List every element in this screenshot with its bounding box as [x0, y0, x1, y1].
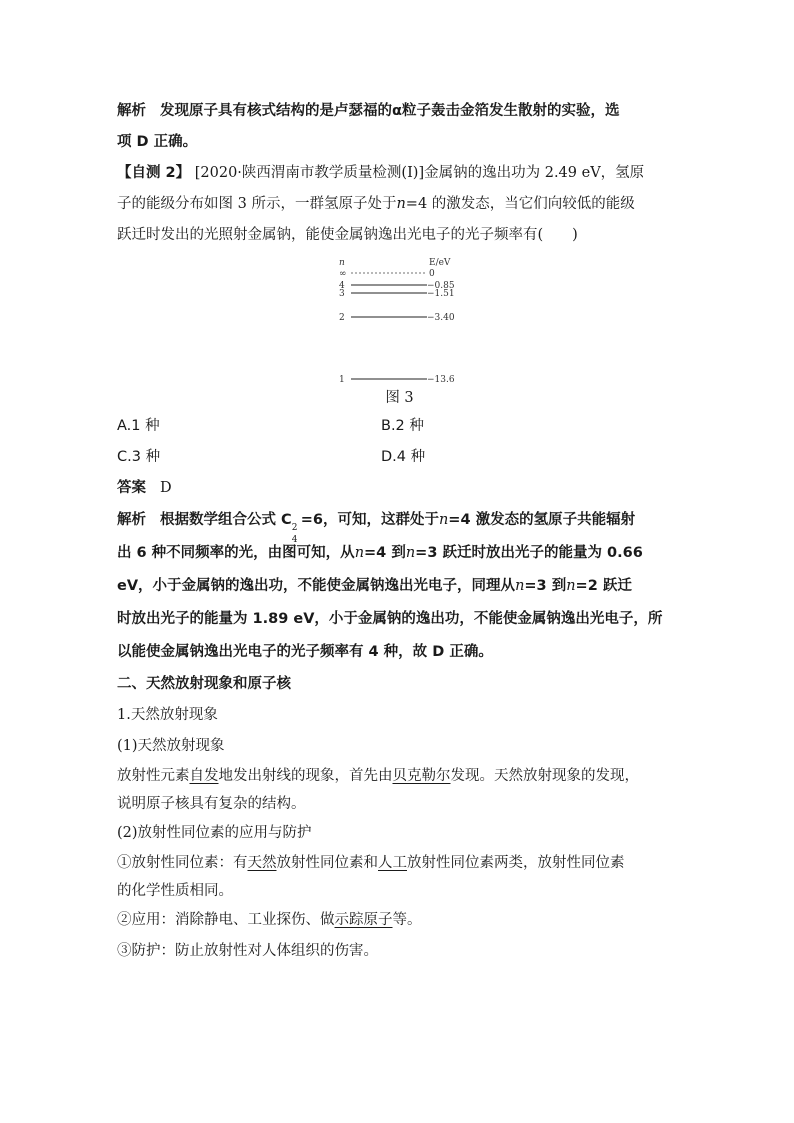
level-4-n: 4: [339, 281, 345, 291]
paragraph-1-line-2: 说明原子核具有复杂的结构。: [117, 796, 306, 812]
analysis-1-text: 发现原子具有核式结构的是卢瑟福的α粒子轰击金箔发生散射的实验，选: [160, 103, 620, 119]
figure-caption: 图 3: [385, 390, 414, 406]
analysis-2-line-2: 出 6 种不同频率的光，由图可知，从n=4 到n=3 跃迁时放出光子的能量为 0.66: [117, 545, 643, 561]
question-line-3: 跃迁时发出的光照射金属钠，能使金属钠逸出光电子的光子频率有( ): [117, 227, 578, 243]
energy-level-diagram: [117, 255, 682, 383]
option-b[interactable]: B.2 种: [381, 418, 424, 434]
paragraph-3: ②应用：消除静电、工业探伤、做示踪原子等。: [117, 912, 422, 928]
option-c[interactable]: C.3 种: [117, 449, 161, 465]
analysis-label: 解析: [117, 103, 146, 119]
document-page: [117, 96, 682, 967]
paragraph-4: ③防护：防止放射性对人体组织的伤害。: [117, 943, 378, 959]
level-inf-e: 0: [429, 269, 435, 279]
analysis-1-line-1: [117, 96, 682, 127]
option-a[interactable]: A.1 种: [117, 418, 160, 434]
subsection-1-1: (1)天然放射现象: [117, 738, 225, 754]
question-tag: 【自测 2】: [117, 165, 191, 181]
level-inf-n: ∞: [339, 269, 347, 279]
level-1-n: 1: [339, 375, 345, 383]
question-line-1: [117, 158, 682, 189]
analysis-1-line-2: 项 D 正确。: [117, 134, 198, 150]
blank-artificial: 人工: [378, 855, 407, 871]
analysis-2-line-3: eV，小于金属钠的逸出功，不能使金属钠逸出光电子，同理从n=3 到n=2 跃迁: [117, 578, 632, 594]
axis-e-label: E/eV: [429, 258, 451, 268]
level-2-n: 2: [339, 313, 345, 323]
subsection-1: 1.天然放射现象: [117, 707, 218, 723]
analysis-2-line-5: 以能使金属钠逸出光电子的光子频率有 4 种，故 D 正确。: [117, 644, 493, 660]
blank-natural: 天然: [247, 855, 277, 871]
analysis-2-line-1: 解析 根据数学组合公式 C 2 4 =6，可知，这群处于n=4 激发态的氢原子共能辐射: [117, 512, 636, 545]
level-3-n: 3: [339, 289, 345, 299]
options-grid: [117, 411, 682, 473]
level-3-e: −1.51: [427, 289, 455, 299]
answer-line: [117, 473, 682, 504]
level-1-e: −13.6: [427, 375, 455, 383]
analysis-2-label: 解析: [117, 512, 146, 528]
section-heading: 二、天然放射现象和原子核: [117, 676, 291, 692]
answer-value: D: [160, 480, 172, 496]
level-4-e: −0.85: [427, 281, 455, 291]
blank-tracer-atom: 示踪原子: [334, 912, 393, 928]
paragraph-2-line-2: 的化学性质相同。: [117, 883, 233, 899]
question-source: [2020·陕西渭南市教学质量检测(Ⅰ)]金属钠的逸出功为 2.49 eV，氢原: [194, 165, 645, 181]
energy-level-svg: [331, 255, 491, 383]
paragraph-1-line-1: 放射性元素自发地发出射线的现象，首先由贝克勒尔发现。天然放射现象的发现，: [117, 768, 639, 784]
answer-label: 答案: [117, 480, 146, 496]
level-2-e: −3.40: [427, 313, 455, 323]
question-line-2: 子的能级分布如图 3 所示，一群氢原子处于n=4 的激发态，当它们向较低的能级: [117, 196, 635, 212]
paragraph-2-line-1: ①放射性同位素：有天然放射性同位素和人工放射性同位素两类，放射性同位素: [117, 855, 625, 871]
blank-becquerel: 贝克勒尔: [392, 768, 451, 784]
axis-n-label: n: [339, 258, 345, 268]
subsection-1-2: (2)放射性同位素的应用与防护: [117, 825, 312, 841]
option-d[interactable]: D.4 种: [381, 449, 426, 465]
blank-spontaneous: 自发: [189, 768, 219, 784]
analysis-2-line-4: 时放出光子的能量为 1.89 eV，小于金属钠的逸出功，不能使金属钠逸出光电子，所: [117, 611, 663, 627]
